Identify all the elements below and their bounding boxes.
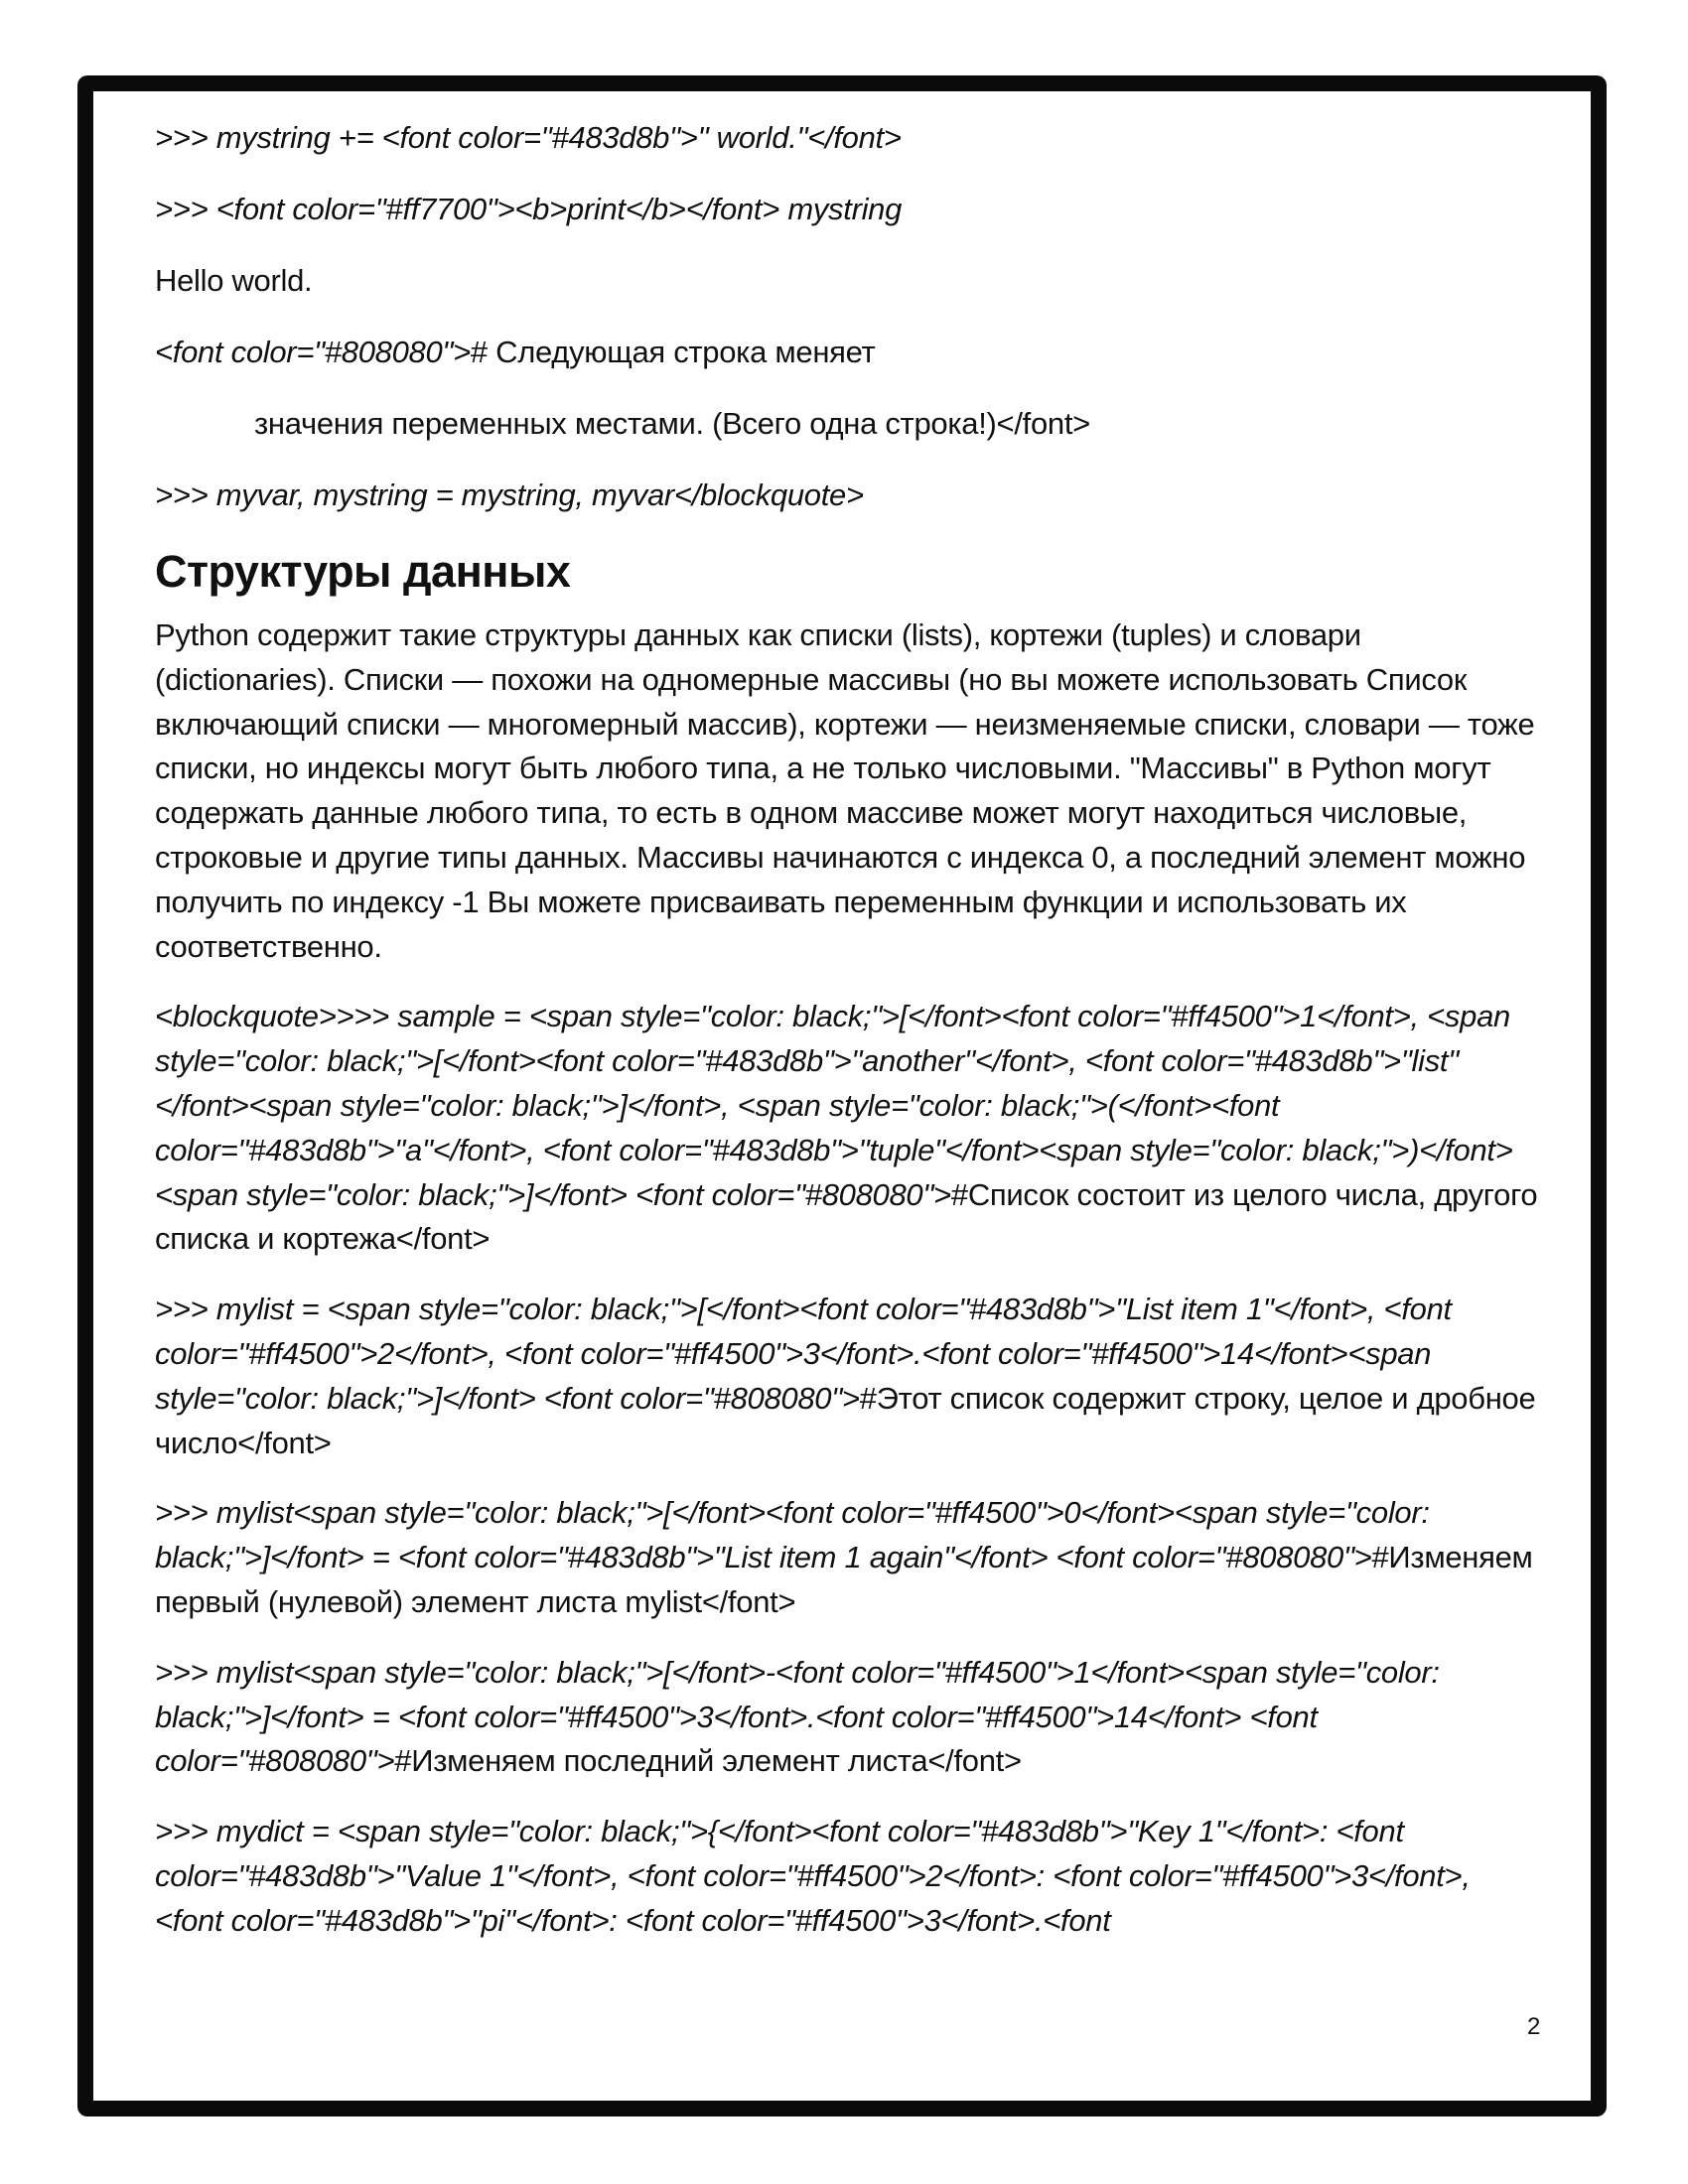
code-line-print bbox=[155, 187, 1545, 232]
code-text: >>> myvar, mystring = mystring, myvar</blockquote> bbox=[155, 478, 864, 512]
plain-text: #Изменяем последний элемент листа</font> bbox=[394, 1743, 1022, 1779]
plain-text: # Следующая строка меняет bbox=[470, 335, 876, 369]
intro-paragraph: Python содержит такие структуры данных как списки (lists), кортежи (tuples) и словари (dictionaries). Списки — похожи на одномерные массивы (но вы можете использовать Список включающий списки — многомерный массив), кортежи — неизменяемые списки, словари — тоже списки, но индексы могут быть любого типа, а не только числовыми. "Массивы" в Python могут содержать данные любого типа, то есть в одном массиве может могут находиться числовые, строковые и другие типы данных. Массивы начинаются с индекса 0, а последний элемент можно получить по индексу -1 Вы можете присваивать переменным функции и использовать их соответственно. bbox=[155, 617, 1535, 964]
comment-line bbox=[155, 330, 1545, 375]
output-line bbox=[155, 258, 1545, 304]
code-text: >>> mydict = <span style="color: black;">{</font><font color="#483d8b">"Key 1"</font>: <font color="#483d8b">"Value 1"</font>, <font color="#ff4500">2</font>: <font color="#ff4500">3</font>, <font color="#483d8b">"pi"</font>: <font color="#ff4500">3</font>.<font bbox=[155, 1814, 1471, 1938]
code-block-mylist-first bbox=[155, 1491, 1545, 1624]
code-block-mylist bbox=[155, 1288, 1545, 1465]
code-block-mylist-last bbox=[155, 1651, 1545, 1784]
plain-text: #Изменяем первый (нулевой) элемент листа mylist</font> bbox=[155, 1540, 1533, 1619]
plain-text: #Список состоит из целого числа, другого списка и кортежа</font> bbox=[155, 1176, 1538, 1257]
section-heading: Структуры данных bbox=[155, 546, 571, 597]
comment-line-continued bbox=[155, 401, 1545, 447]
code-text: <blockquote>>>> sample = <span style="color: black;">[</font><font color="#ff4500">1</font>, <span style="color: black;">[</font><font color="#483d8b">"another"</font>, <font color="#483d8b">"list"</font><span style="color: black;">]</font>, <span style="color: black;">(</font><font color="#483d8b">"a"</font>, <font color="#483d8b">"tuple"</font><span style="color: black;">)</font><span style="color: black;">]</font> <font color="#808080"> bbox=[155, 999, 1513, 1212]
code-text: >>> <font color="#ff7700"><b>print</b></font> mystring bbox=[155, 192, 903, 226]
plain-text: значения переменных местами. (Всего одна строка!)</font> bbox=[254, 406, 1090, 441]
page-content bbox=[155, 115, 1545, 1970]
code-text: >>> mylist<span style="color: black;">[</font>-<font color="#ff4500">1</font><span style="color: black;">]</font> = <font color="#ff4500">3</font>.<font color="#ff4500">14</font> <font color="#808080"> bbox=[155, 1654, 1440, 1779]
code-text: <font color="#808080"> bbox=[155, 335, 471, 369]
code-block-mydict bbox=[155, 1810, 1545, 1943]
code-text: >>> mylist<span style="color: black;">[</font><font color="#ff4500">0</font><span style="color: black;">]</font> = <font color="#483d8b">"List item 1 again"</font> <font color="#808080"> bbox=[155, 1495, 1430, 1575]
code-block-sample bbox=[155, 995, 1545, 1262]
plain-text: #Этот список содержит строку, целое и дробное число</font> bbox=[155, 1380, 1536, 1460]
plain-text: Hello world. bbox=[155, 263, 313, 298]
code-line-swap bbox=[155, 473, 1545, 518]
code-line-mystring-append bbox=[155, 115, 1545, 161]
code-text: >>> mystring += <font color="#483d8b">" world."</font> bbox=[155, 120, 902, 155]
page-number: 2 bbox=[1527, 2013, 1541, 2040]
code-text: >>> mylist = <span style="color: black;">[</font><font color="#483d8b">"List item 1"</font>, <font color="#ff4500">2</font>, <font color="#ff4500">3</font>.<font color="#ff4500">14</font><span style="color: black;">]</font> <font color="#808080"> bbox=[155, 1292, 1452, 1416]
